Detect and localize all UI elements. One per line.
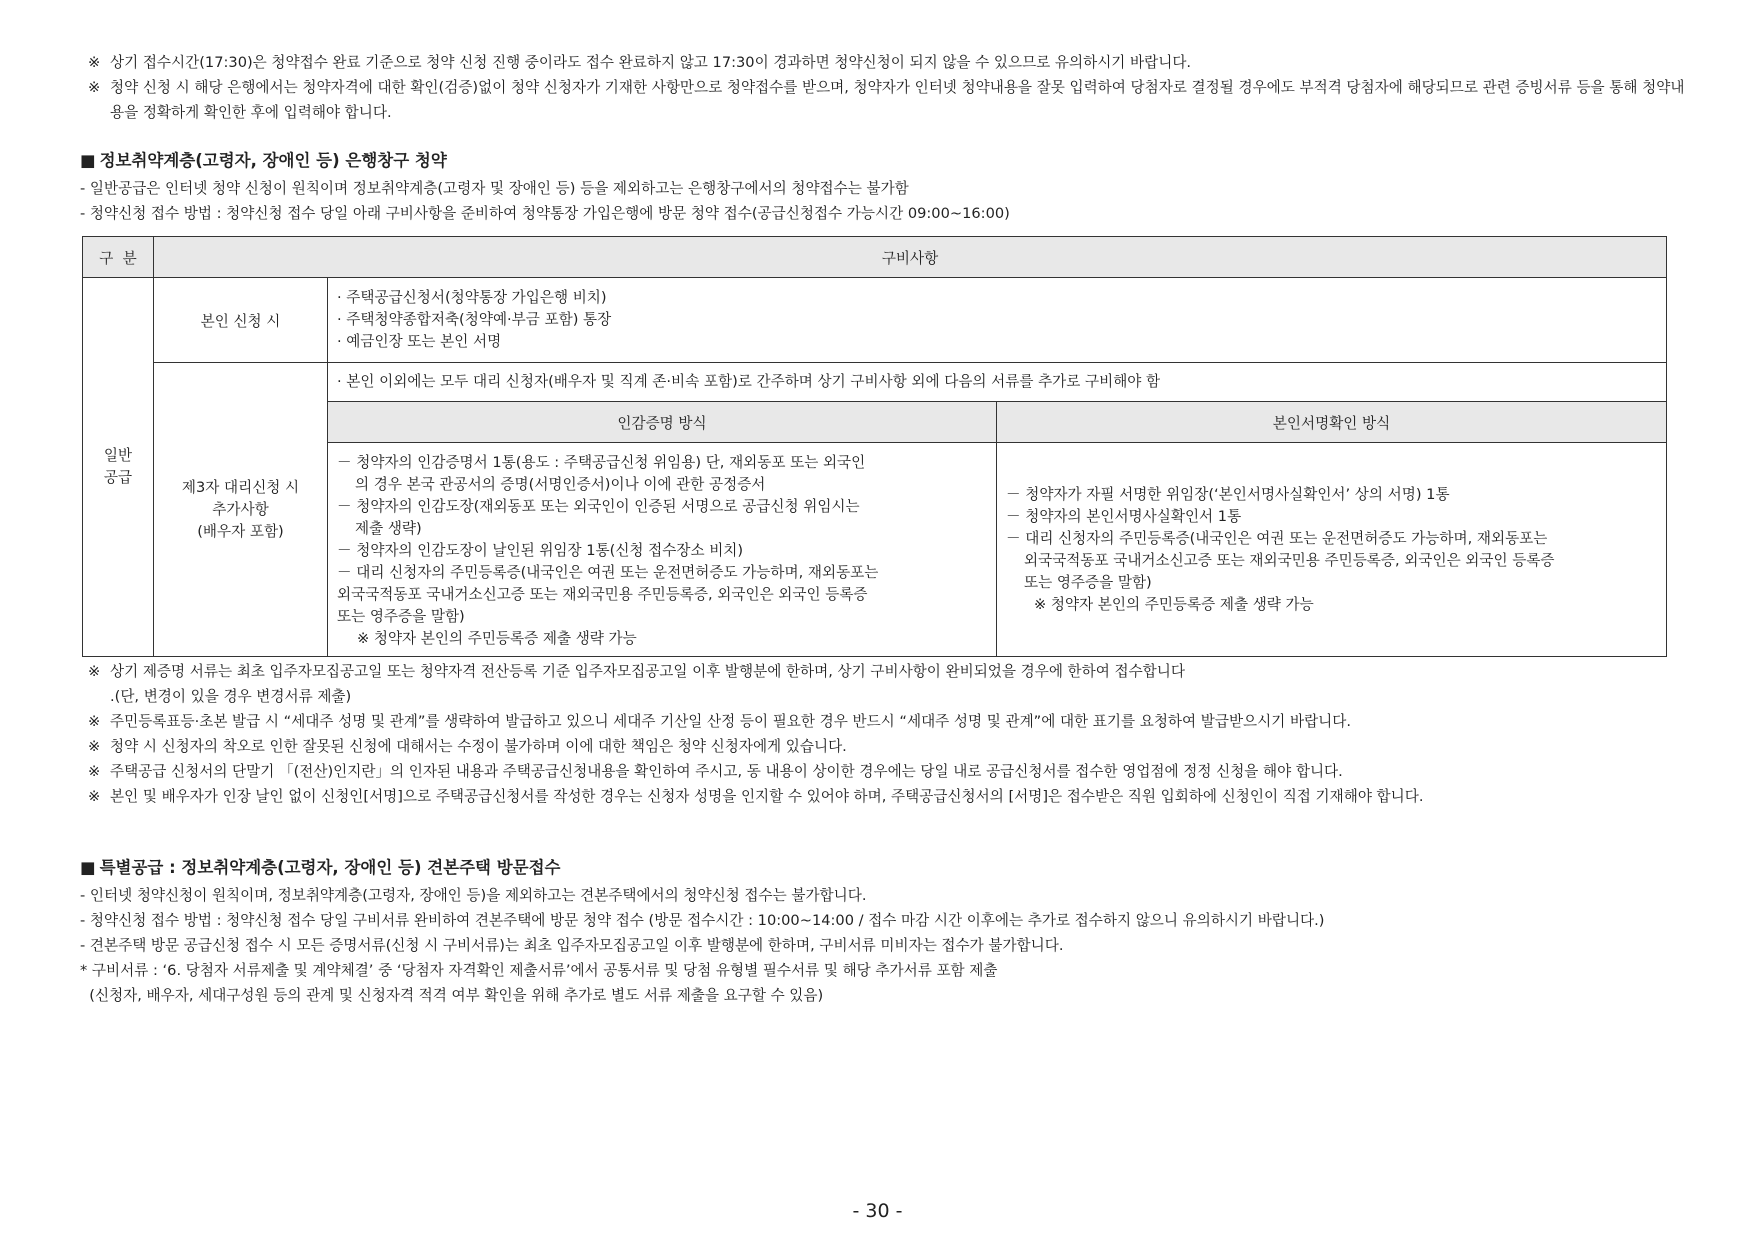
note-item bbox=[88, 784, 1688, 809]
row-intro-proxy: · 본인 이외에는 모두 대리 신청자(배우자 및 직계 존·비속 포함)로 간주하며 상기 구비사항 외에 다음의 서류를 추가로 구비해야 함 bbox=[328, 363, 1667, 402]
method-b-list bbox=[997, 443, 1667, 657]
list-item: － 대리 신청자의 주민등록증(내국인은 여권 또는 운전면허증도 가능하며, 재외동포는 bbox=[337, 564, 879, 581]
square-bullet-icon: ■ bbox=[80, 858, 96, 877]
list-item: 또는 영주증을 말함) bbox=[1024, 573, 1152, 591]
note-item bbox=[88, 659, 1688, 684]
row-label-self: 본인 신청 시 bbox=[154, 278, 328, 363]
list-item: ※ 청약자 본인의 주민등록증 제출 생략 가능 bbox=[1034, 595, 1314, 613]
list-item: ※ 청약자 본인의 주민등록증 제출 생략 가능 bbox=[357, 630, 637, 647]
note-item bbox=[88, 75, 1688, 125]
list-item: 제출 생략) bbox=[355, 520, 422, 537]
list-item: 외국국적동포 국내거소신고증 또는 재외국민용 주민등록증, 외국인은 외국인 등록증 bbox=[337, 586, 868, 603]
note-text: 상기 접수시간(17:30)은 청약접수 완료 기준으로 청약 신청 진행 중이라도 접수 완료하지 않고 17:30이 경과하면 청약신청이 되지 않을 수 있으므로 유의하시기 바랍니다. bbox=[110, 54, 1192, 71]
note-mark: ※ bbox=[88, 79, 101, 96]
list-item: － 청약자가 자필 서명한 위임장(‘본인서명사실확인서’ 상의 서명) 1통 bbox=[1006, 485, 1450, 503]
note-item bbox=[88, 734, 1688, 759]
top-notes bbox=[88, 50, 1688, 125]
list-item: － 청약자의 인감도장이 날인된 위임장 1통(신청 접수장소 비치) bbox=[337, 542, 744, 559]
note-text: 청약 시 신청자의 착오로 인한 잘못된 신청에 대해서는 수정이 불가하며 이에 대한 책임은 청약 신청자에게 있습니다. bbox=[110, 738, 847, 755]
row-items-self bbox=[328, 278, 1667, 363]
mid-notes bbox=[88, 659, 1688, 809]
note-mark: ※ bbox=[88, 738, 101, 755]
section-line: - 인터넷 청약신청이 원칙이며, 정보취약계층(고령자, 장애인 등)을 제외하고는 견본주택에서의 청약신청 접수는 불가합니다. bbox=[80, 887, 867, 904]
section-line: - 견본주택 방문 공급신청 접수 시 모든 증명서류(신청 시 구비서류)는 최초 입주자모집공고일 이후 발행분에 한하며, 구비서류 미비자는 접수가 불가합니다. bbox=[80, 937, 1064, 954]
note-item bbox=[88, 759, 1688, 784]
list-item: 또는 영주증을 말함) bbox=[337, 608, 465, 625]
group-label: 일반 공급 bbox=[83, 278, 154, 657]
row-label-proxy: 제3자 대리신청 시 추가사항 (배우자 포함) bbox=[154, 363, 328, 657]
table-header-category: 구 분 bbox=[83, 237, 154, 278]
method-b-header: 본인서명확인 방식 bbox=[997, 402, 1667, 443]
note-item bbox=[88, 50, 1688, 75]
list-item: · 예금인장 또는 본인 서명 bbox=[337, 333, 502, 350]
list-item: － 청약자의 인감증명서 1통(용도 : 주택공급신청 위임용) 단, 재외동포 또는 외국인 bbox=[337, 454, 866, 471]
section-line: (신청자, 배우자, 세대구성원 등의 관계 및 신청자격 적격 여부 확인을 위해 추가로 별도 서류 제출을 요구할 수 있음) bbox=[80, 987, 824, 1004]
note-text: .(단, 변경이 있을 경우 변경서류 제출) bbox=[110, 688, 352, 705]
list-item: － 청약자의 인감도장(재외동포 또는 외국인이 인증된 서명으로 공급신청 위임시는 bbox=[337, 498, 860, 515]
section-line: - 청약신청 접수 방법 : 청약신청 접수 당일 구비서류 완비하여 견본주택에 방문 청약 접수 (방문 접수시간 : 10:00~14:00 / 접수 마감 시간 이후에는 추가로 접수하지 않으니 유의하시기 바랍니다.) bbox=[80, 912, 1325, 929]
section-title-text: 특별공급 : 정보취약계층(고령자, 장애인 등) 견본주택 방문접수 bbox=[99, 858, 561, 877]
method-a-header: 인감증명 방식 bbox=[328, 402, 997, 443]
note-item bbox=[88, 684, 1688, 709]
note-text: 주민등록표등·초본 발급 시 “세대주 성명 및 관계”를 생략하여 발급하고 있으니 세대주 기산일 산정 등이 필요한 경우 반드시 “세대주 성명 및 관계”에 대한 표기를 요청하여 발급받으시기 바랍니다. bbox=[110, 713, 1352, 730]
page-number: - 30 - bbox=[852, 1200, 903, 1222]
section-bank-window bbox=[80, 148, 1700, 226]
note-mark: ※ bbox=[88, 788, 101, 805]
list-item: 외국국적동포 국내거소신고증 또는 재외국민용 주민등록증, 외국인은 외국인 등록증 bbox=[1024, 551, 1555, 569]
section-line: * 구비서류 : ‘6. 당첨자 서류제출 및 계약체결’ 중 ‘당첨자 자격확인 제출서류’에서 공통서류 및 당첨 유형별 필수서류 및 해당 추가서류 포함 제출 bbox=[80, 962, 998, 979]
note-item bbox=[88, 709, 1688, 734]
list-item: · 주택청약종합저축(청약예·부금 포함) 통장 bbox=[337, 311, 612, 328]
section-model-house bbox=[80, 855, 1700, 1008]
note-text: 주택공급 신청서의 단말기 「(전산)인지란」의 인자된 내용과 주택공급신청내용을 확인하여 주시고, 동 내용이 상이한 경우에는 당일 내로 공급신청서를 접수한 영업점에 정정 신청을 해야 합니다. bbox=[110, 763, 1343, 780]
requirements-table bbox=[82, 236, 1667, 657]
section-title-text: 정보취약계층(고령자, 장애인 등) 은행창구 청약 bbox=[99, 151, 447, 170]
note-mark: ※ bbox=[88, 663, 101, 680]
list-item: 의 경우 본국 관공서의 증명(서명인증서)이나 이에 관한 공정증서 bbox=[355, 476, 766, 493]
note-text: 청약 신청 시 해당 은행에서는 청약자격에 대한 확인(검증)없이 청약 신청자가 기재한 사항만으로 청약접수를 받으며, 청약자가 인터넷 청약내용을 잘못 입력하여 당첨자로 결정될 경우에도 부적격 당첨자에 해당되므로 관련 증빙서류 등을 통해 청약내용을 정확하게 확인한 후에 입력해야 합니다. bbox=[110, 79, 1685, 121]
note-mark: ※ bbox=[88, 763, 101, 780]
section-line: - 청약신청 접수 방법 : 청약신청 접수 당일 아래 구비사항을 준비하여 청약통장 가입은행에 방문 청약 접수(공급신청접수 가능시간 09:00~16:00) bbox=[80, 205, 1010, 222]
note-mark: ※ bbox=[88, 54, 101, 71]
table-header-requirements: 구비사항 bbox=[154, 237, 1667, 278]
square-bullet-icon: ■ bbox=[80, 151, 96, 170]
note-mark: ※ bbox=[88, 713, 101, 730]
note-text: 본인 및 배우자가 인장 날인 없이 신청인[서명]으로 주택공급신청서를 작성한 경우는 신청자 성명을 인지할 수 있어야 하며, 주택공급신청서의 [서명]은 접수받은 직원 입회하에 신청인이 직접 기재해야 합니다. bbox=[110, 788, 1424, 805]
list-item: － 대리 신청자의 주민등록증(내국인은 여권 또는 운전면허증도 가능하며, 재외동포는 bbox=[1006, 529, 1548, 547]
section-title bbox=[80, 148, 1700, 174]
section-line: - 일반공급은 인터넷 청약 신청이 원칙이며 정보취약계층(고령자 및 장애인 등) 등을 제외하고는 은행창구에서의 청약접수는 불가함 bbox=[80, 180, 909, 197]
list-item: － 청약자의 본인서명사실확인서 1통 bbox=[1006, 507, 1242, 525]
method-a-list bbox=[328, 443, 997, 657]
list-item: · 주택공급신청서(청약통장 가입은행 비치) bbox=[337, 289, 607, 306]
section-title bbox=[80, 855, 1700, 881]
note-text: 상기 제증명 서류는 최초 입주자모집공고일 또는 청약자격 전산등록 기준 입주자모집공고일 이후 발행분에 한하며, 상기 구비사항이 완비되었을 경우에 한하여 접수합니다 bbox=[110, 663, 1185, 680]
